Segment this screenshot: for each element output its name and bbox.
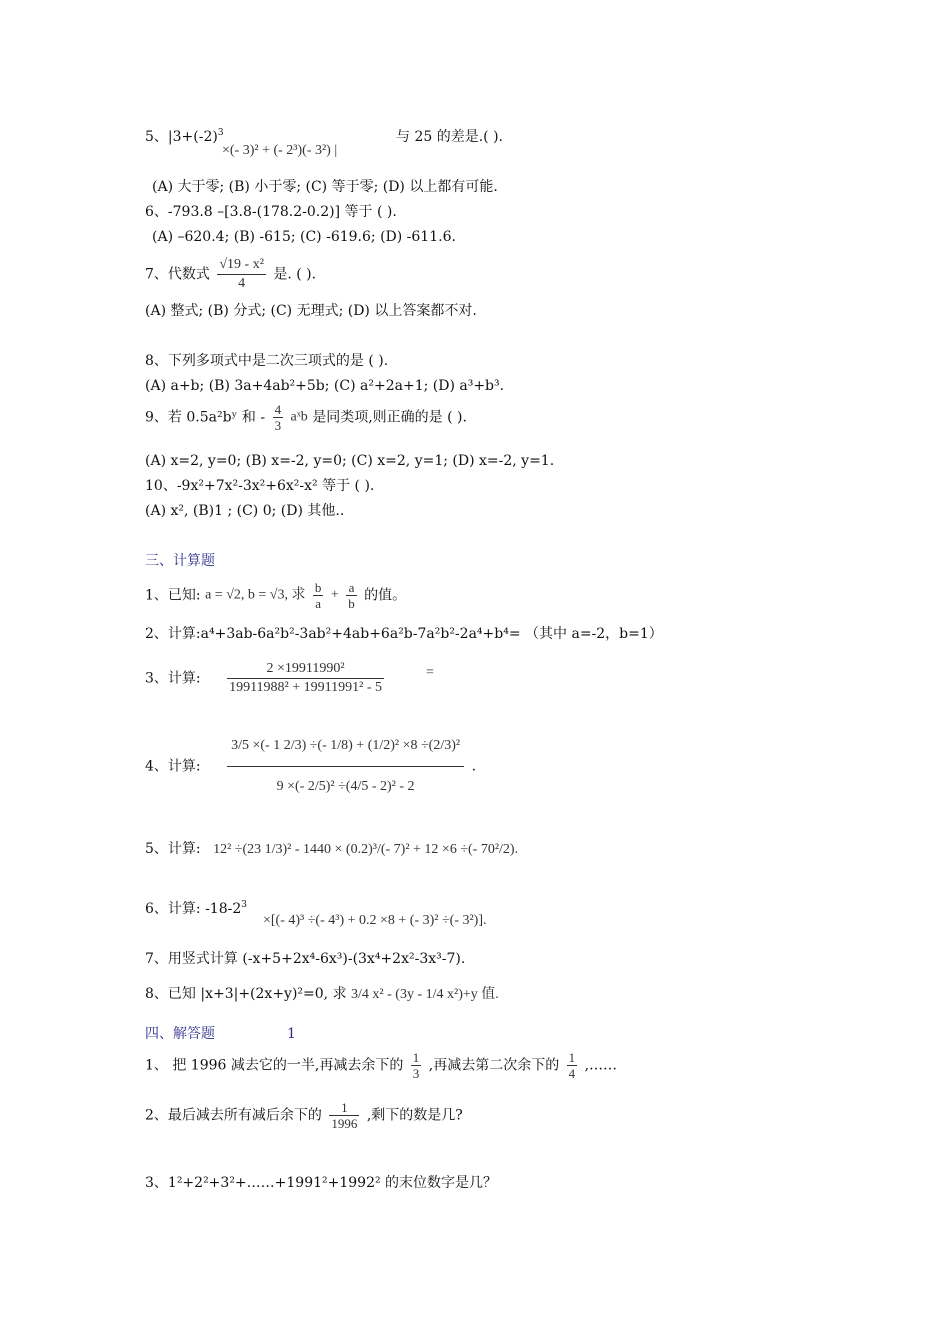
question-5-suffix: 与 25 的差是.( ). bbox=[396, 129, 503, 145]
answer-2: 2、最后减去所有减后余下的 $\frac{1}{1996}$ ,剩下的数是几? bbox=[145, 1100, 463, 1131]
calc-2: 2、计算:a⁴+3ab-6a²b²-3ab²+4ab+6a²b-7a²b²-2a⁴+b⁴= （其中 a=-2，b=1） bbox=[145, 626, 663, 642]
calc-3-equals: = bbox=[426, 665, 434, 680]
question-10: 10、-9x²+7x²-3x²+6x²-x² 等于 ( ). bbox=[145, 478, 375, 494]
question-10-options: (A) x², (B)1 ; (C) 0; (D) 其他.. bbox=[145, 503, 345, 519]
question-7: 7、代数式 $\frac{\text{√19 - x²}}{4}$ 是. ( ). bbox=[145, 257, 317, 291]
calc-6-expression: ×[(- 4)³ ÷(- 4³) + 0.2 ×8 + (- 3)² ÷(- 3²)]. bbox=[263, 913, 487, 928]
calc-4: 4、计算: $\frac{\text{3/5 ×(- 1 2/3) ÷(- 1/8) + (1/2)² ×8 ÷(2/3)²}}{\text{9 ×(- 2/5)² ÷(4/5 - 2)² - 2}}$ . bbox=[145, 726, 476, 807]
question-6: 6、-793.8 –[3.8-(178.2-0.2)] 等于 ( ). bbox=[145, 204, 397, 220]
answer-3: 3、1²+2²+3²+……+1991²+1992² 的末位数字是几？ bbox=[145, 1175, 498, 1191]
calc-1-fraction-b-over-a: $\frac{b}{a}$ bbox=[314, 580, 322, 611]
section-3-title: 三、计算题 bbox=[145, 553, 215, 569]
question-7-fraction: $\frac{\text{√19 - x²}}{4}$ bbox=[219, 257, 264, 291]
answer-1-fraction-quarter: $\frac{1}{4}$ bbox=[568, 1050, 576, 1081]
question-9-fraction: $\frac{4}{3}$ bbox=[274, 402, 282, 433]
section-4-title-number: 1 bbox=[287, 1026, 296, 1042]
question-9: 9、若 0.5a²bʸ 和 - $\frac{4}{3}$ aˣb 是同类项,则正确的是 ( ). bbox=[145, 402, 467, 433]
calc-3-fraction: $\frac{\text{2 ×19911990²}}{\text{19911988² + 19911991² - 5}}$ bbox=[229, 661, 382, 695]
calc-1-fraction-a-over-b: $\frac{a}{b}$ bbox=[348, 580, 355, 611]
calc-3: 3、计算: $\frac{\text{2 ×19911990²}}{\text{19911988² + 19911991² - 5}}$ bbox=[145, 661, 382, 695]
section-4-title: 四、解答题 bbox=[145, 1026, 215, 1042]
answer-1: 1、 把 1996 减去它的一半,再减去余下的 $\frac{1}{3}$ ,再减去第二次余下的 $\frac{1}{4}$ ,…… bbox=[145, 1050, 618, 1081]
question-8-options: (A) a+b; (B) 3a+4ab²+5b; (C) a²+2a+1; (D) a³+b³. bbox=[145, 378, 505, 394]
question-7-options: (A) 整式; (B) 分式; (C) 无理式; (D) 以上答案都不对. bbox=[145, 303, 477, 319]
question-8: 8、下列多项式中是二次三项式的是 ( ). bbox=[145, 353, 389, 369]
question-5-options: (A) 大于零; (B) 小于零; (C) 等于零; (D) 以上都有可能. bbox=[152, 179, 498, 195]
answer-1-fraction-third: $\frac{1}{3}$ bbox=[412, 1050, 420, 1081]
answer-2-fraction: $\frac{1}{1996}$ bbox=[331, 1100, 358, 1131]
calc-8: 8、已知 |x+3|+(2x+y)²=0, 求 3/4 x² - (3y - 1/4 x²)+y 值. bbox=[145, 986, 499, 1002]
calc-1: 1、已知: a = √2, b = √3, 求 $\frac{b}{a}$ + $\frac{a}{b}$ 的值。 bbox=[145, 580, 407, 611]
question-6-options: (A) –620.4; (B) -615; (C) -619.6; (D) -611.6. bbox=[152, 229, 456, 245]
calc-6: 6、计算: $-18-2^3$ bbox=[145, 900, 247, 917]
calc-5: 5、计算: 12² ÷(23 1/3)² - 1440 × (0.2)³/(- 7)² + 12 ×6 ÷(- 70²/2). bbox=[145, 841, 519, 857]
question-9-options: (A) x=2, y=0; (B) x=-2, y=0; (C) x=2, y=1; (D) x=-2, y=1. bbox=[145, 453, 555, 469]
question-5: 5、$|3+(-2)^3$ bbox=[145, 128, 224, 145]
question-5-expression: ×(- 3)² + (- 2³)(- 3²) | bbox=[222, 143, 338, 158]
calc-4-fraction: $\frac{\text{3/5 ×(- 1 2/3) ÷(- 1/8) + (1/2)² ×8 ÷(2/3)²}}{\text{9 ×(- 2/5)² ÷(4/5 - 2)² - 2}}$ bbox=[227, 726, 464, 807]
calc-7: 7、用竖式计算 (-x+5+2x⁴-6x³)-(3x⁴+2x²-3x³-7). bbox=[145, 951, 466, 967]
